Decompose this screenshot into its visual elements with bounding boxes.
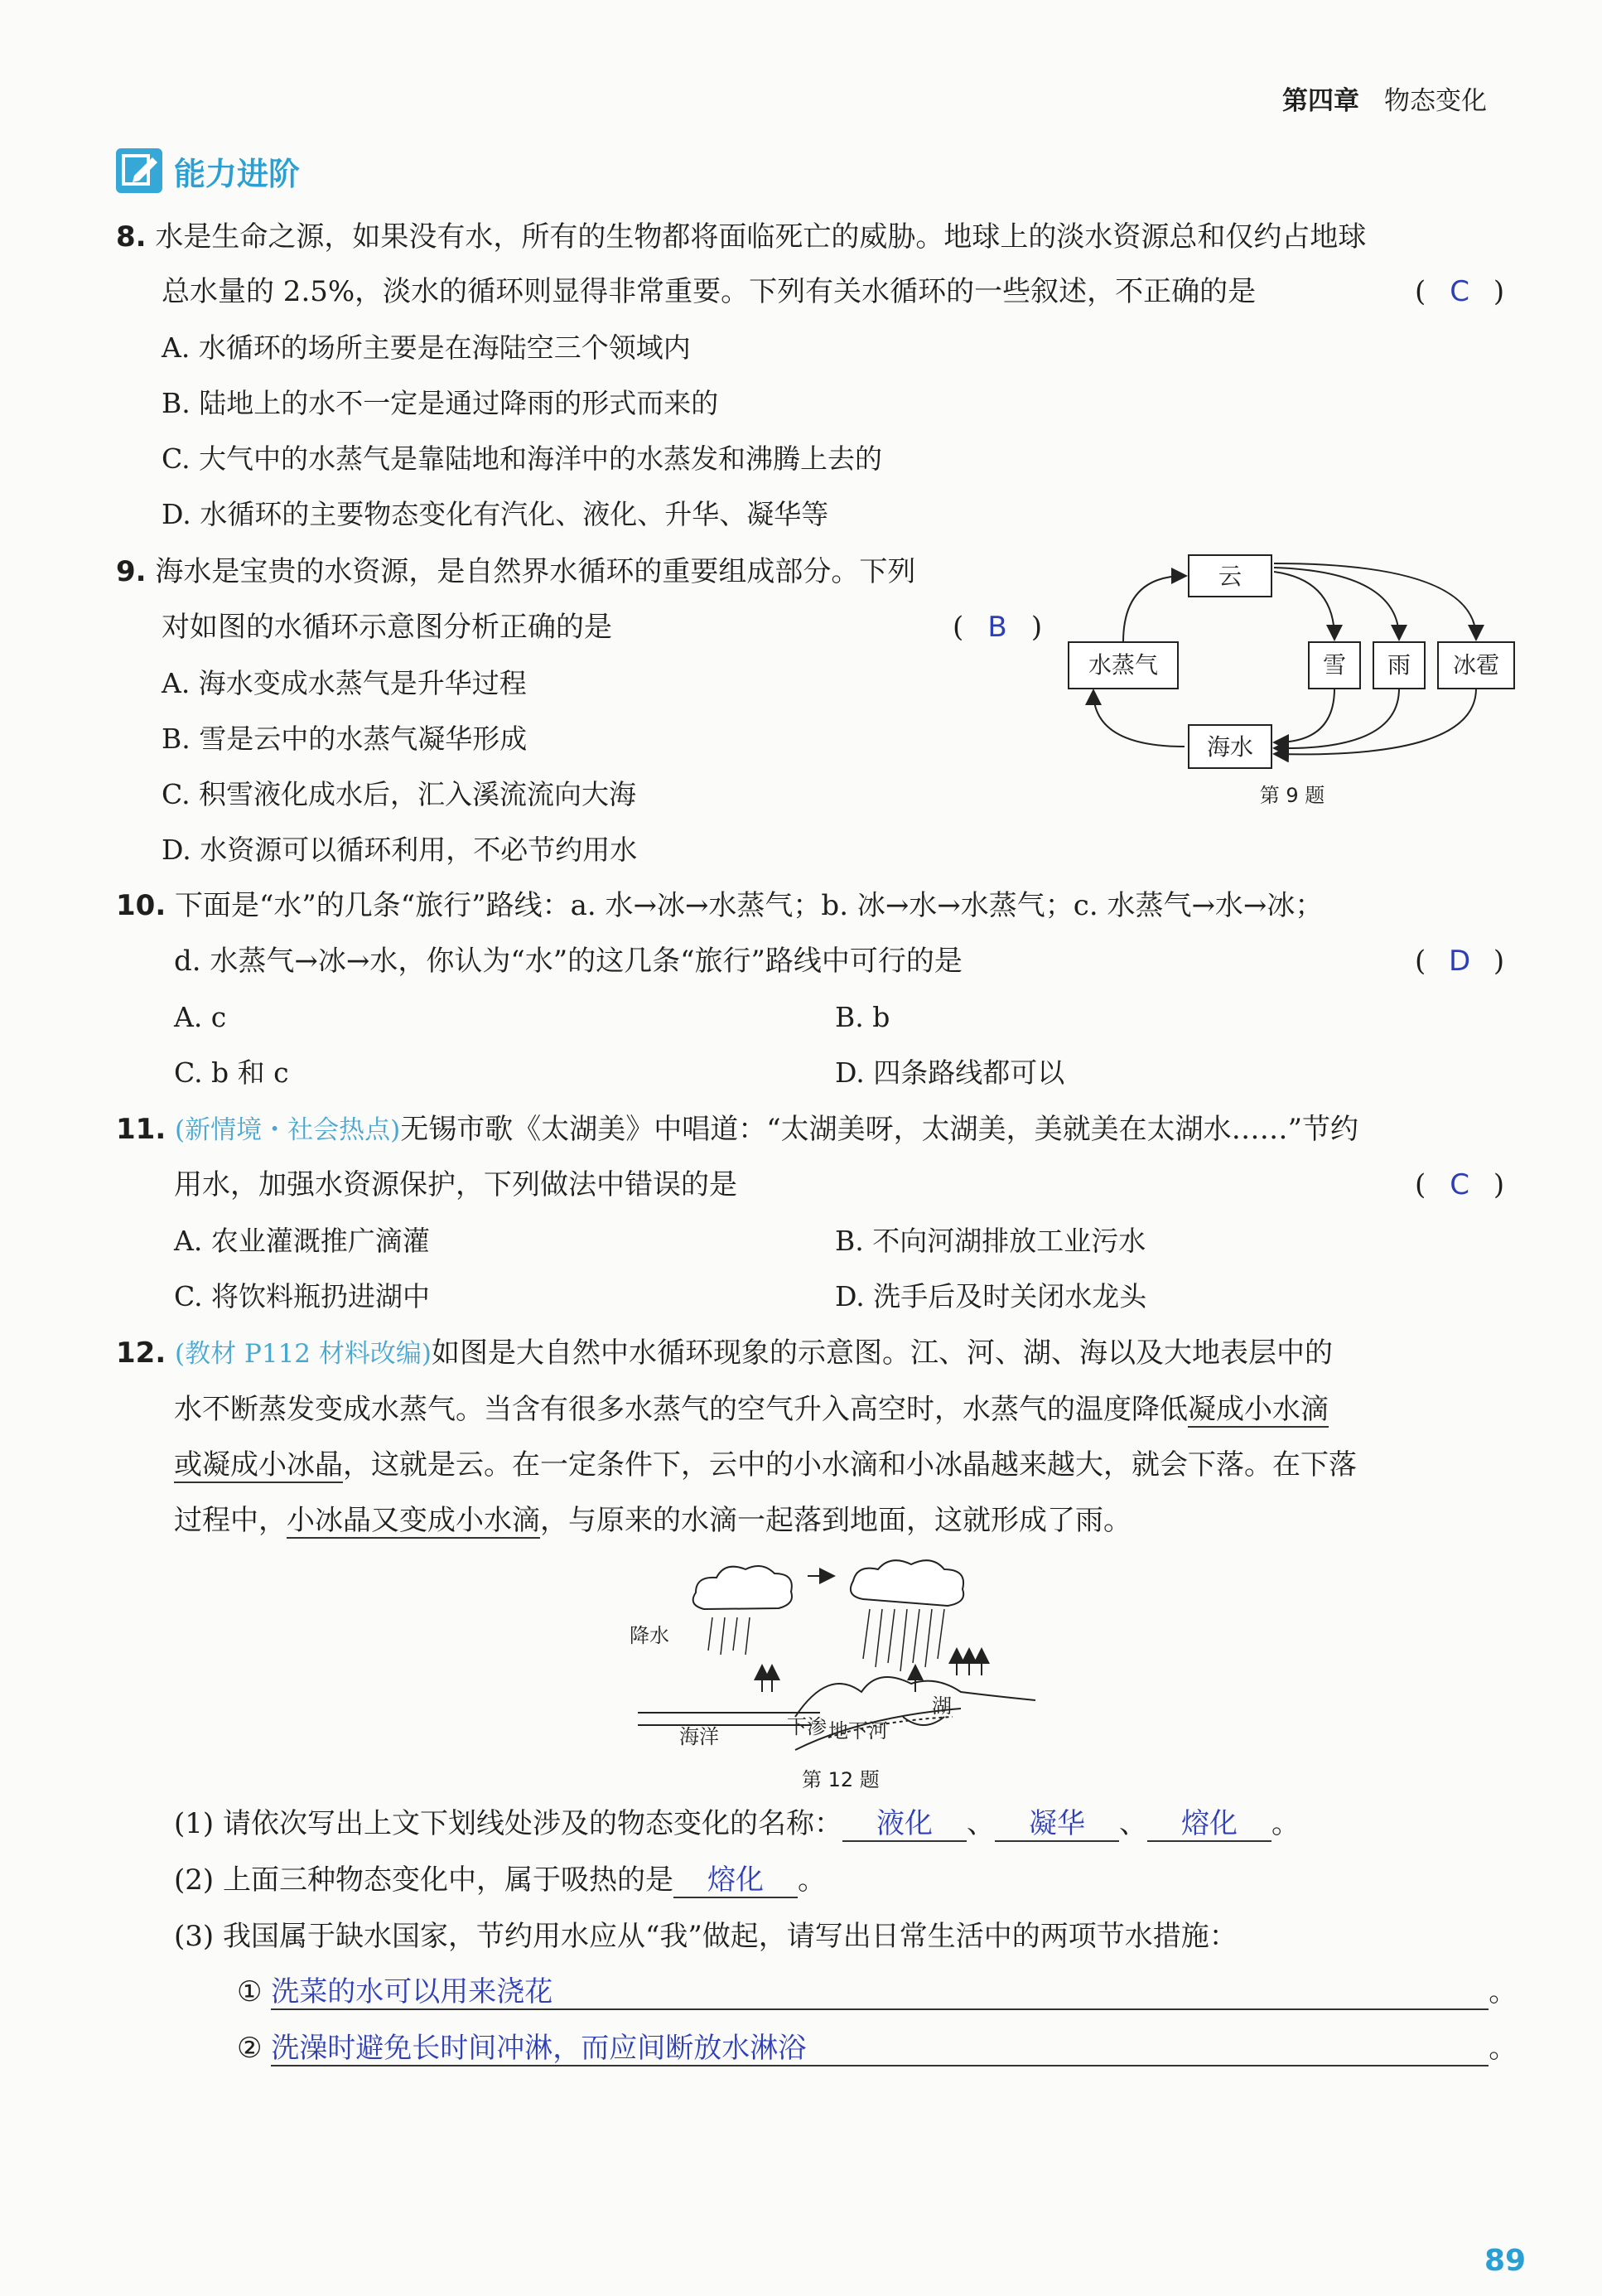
q12-line1: 12. (教材 P112 材料改编)如图是大自然中水循环现象的示意图。江、河、湖、海以及大地表层中的 [116,1337,1333,1370]
water-cycle-diagram [1060,547,1524,820]
q9-option-c: C. 积雪液化成水后，汇入溪流流向大海 [162,778,637,810]
q12-sub2: (2) 上面三种物态变化中，属于吸热的是 熔化 。 [174,1863,826,1897]
q9-figure-caption: 第 9 题 [1259,784,1325,807]
q12-underline-2: 或凝成小冰晶 [174,1448,343,1482]
q11-option-c: C. 将饮料瓶扔进湖中 [174,1280,431,1312]
rainfall-label: 降水 [630,1624,669,1647]
q11-option-d: D. 洗手后及时关闭水龙头 [835,1280,1147,1312]
q12-sub3: (3) 我国属于缺水国家，节约用水应从“我”做起，请写出日常生活中的两项节水措施： [174,1920,1238,1953]
section-heading [116,147,300,194]
q12-tag: (教材 P112 材料改编) [175,1339,432,1369]
pencil-icon [116,148,162,193]
q12-sub1-answer-1: 液化 [842,1807,967,1842]
q11-tag: (新情境・社会热点) [175,1115,401,1145]
q10-line2: d. 水蒸气→冰→水，你认为“水”的这几条“旅行”路线中可行的是 [174,945,963,978]
q10-option-c: C. b 和 c [174,1056,289,1089]
q10-line1: 10. 下面是“水”的几条“旅行”路线：a. 水→冰→水蒸气；b. 冰→水→水蒸气；c. 水蒸气→水→冰； [116,889,1324,922]
q12-underline-3: 小冰晶又变成小水滴 [287,1504,540,1537]
q10-answer: ( D ) [1415,945,1505,978]
hail-label: 冰雹 [1452,651,1500,679]
q8-option-b: B. 陆地上的水不一定是通过降雨的形式而来的 [162,387,719,419]
cloud-label: 云 [1218,563,1243,590]
q8-line1: 8. 水是生命之源，如果没有水，所有的生物都将面临死亡的威胁。地球上的淡水资源总和仅约占地球 [116,220,1367,254]
q11-line1: 11. (新情境・社会热点)无锡市歌《太湖美》中唱道：“太湖美呀，太湖美，美就美在太湖水……”节约 [116,1113,1359,1146]
q11-line2: 用水，加强水资源保护，下列做法中错误的是 [174,1168,737,1201]
q9-option-d: D. 水资源可以循环利用，不必节约用水 [162,834,638,866]
lake-label: 湖 [932,1694,952,1718]
page-number: 89 [1484,2244,1527,2278]
q12-sub1-answer-2: 凝华 [995,1807,1119,1842]
snow-label: 雪 [1322,651,1347,679]
q12-sub3-measure-2: ② 洗澡时避免长时间冲淋，而应间断放水淋浴 。 [237,2032,1518,2065]
q9-line2: 对如图的水循环示意图分析正确的是 [162,611,612,644]
underground-river-label: 地下河 [828,1719,888,1743]
q11-option-a: A. 农业灌溉推广滴灌 [174,1225,430,1257]
q10-option-b: B. b [835,1001,890,1033]
q12-line2: 水不断蒸发变成水蒸气。当含有很多水蒸气的空气升入高空时，水蒸气的温度降低凝成小水滴 [174,1393,1329,1426]
q8-option-c: C. 大气中的水蒸气是靠陆地和海洋中的水蒸发和沸腾上去的 [162,442,883,475]
sea-label: 海水 [1206,733,1254,761]
vapor-label: 水蒸气 [1088,651,1159,679]
q9-line1: 9. 海水是宝贵的水资源，是自然界水循环的重要组成部分。下列 [116,555,916,588]
q8-option-d: D. 水循环的主要物态变化有汽化、液化、升华、凝华等 [162,498,829,530]
q12-sub2-answer: 熔化 [673,1863,798,1898]
q8-option-a: A. 水循环的场所主要是在海陆空三个领域内 [162,331,691,364]
chapter-title: 物态变化 [1384,86,1487,116]
q8-answer: ( C ) [1415,275,1505,308]
nature-water-cycle-figure [630,1559,1044,1775]
ocean-label: 海洋 [679,1725,719,1748]
rain-label: 雨 [1387,651,1411,679]
q12-sub3-measure-1: ① 洗菜的水可以用来浇花 。 [237,1975,1518,2008]
q9-answer: ( B ) [953,611,1043,644]
q11-answer: ( C ) [1415,1168,1505,1201]
q12-sub1-answer-3: 熔化 [1147,1807,1271,1842]
section-title: 能力进阶 [174,155,301,192]
chapter-header [1282,80,1487,117]
q10-option-d: D. 四条路线都可以 [835,1056,1065,1089]
q12-sub3-answer-1: 洗菜的水可以用来浇花 [271,1975,1489,2010]
seep-label: 下渗 [787,1715,827,1738]
q8-line2: 总水量的 2.5%，淡水的循环则显得非常重要。下列有关水循环的一些叙述，不正确的是 [162,275,1257,308]
q9-option-a: A. 海水变成水蒸气是升华过程 [162,667,527,699]
chapter-number: 第四章 [1282,86,1359,116]
q12-line3: 或凝成小冰晶，这就是云。在一定条件下，云中的小水滴和小冰晶越来越大，就会下落。在下落 [174,1448,1357,1482]
q11-option-b: B. 不向河湖排放工业污水 [835,1225,1146,1257]
q12-underline-1: 凝成小水滴 [1188,1393,1329,1426]
q9-option-b: B. 雪是云中的水蒸气凝华形成 [162,723,528,755]
q12-figure-caption: 第 12 题 [802,1768,880,1791]
q12-sub3-answer-2: 洗澡时避免长时间冲淋，而应间断放水淋浴 [271,2032,1489,2066]
q12-sub1: (1) 请依次写出上文下划线处涉及的物态变化的名称： 液化 、 凝华 、 熔化 。 [174,1807,1300,1840]
q10-option-a: A. c [174,1001,227,1033]
q12-line4: 过程中，小冰晶又变成小水滴，与原来的水滴一起落到地面，这就形成了雨。 [174,1504,1132,1537]
